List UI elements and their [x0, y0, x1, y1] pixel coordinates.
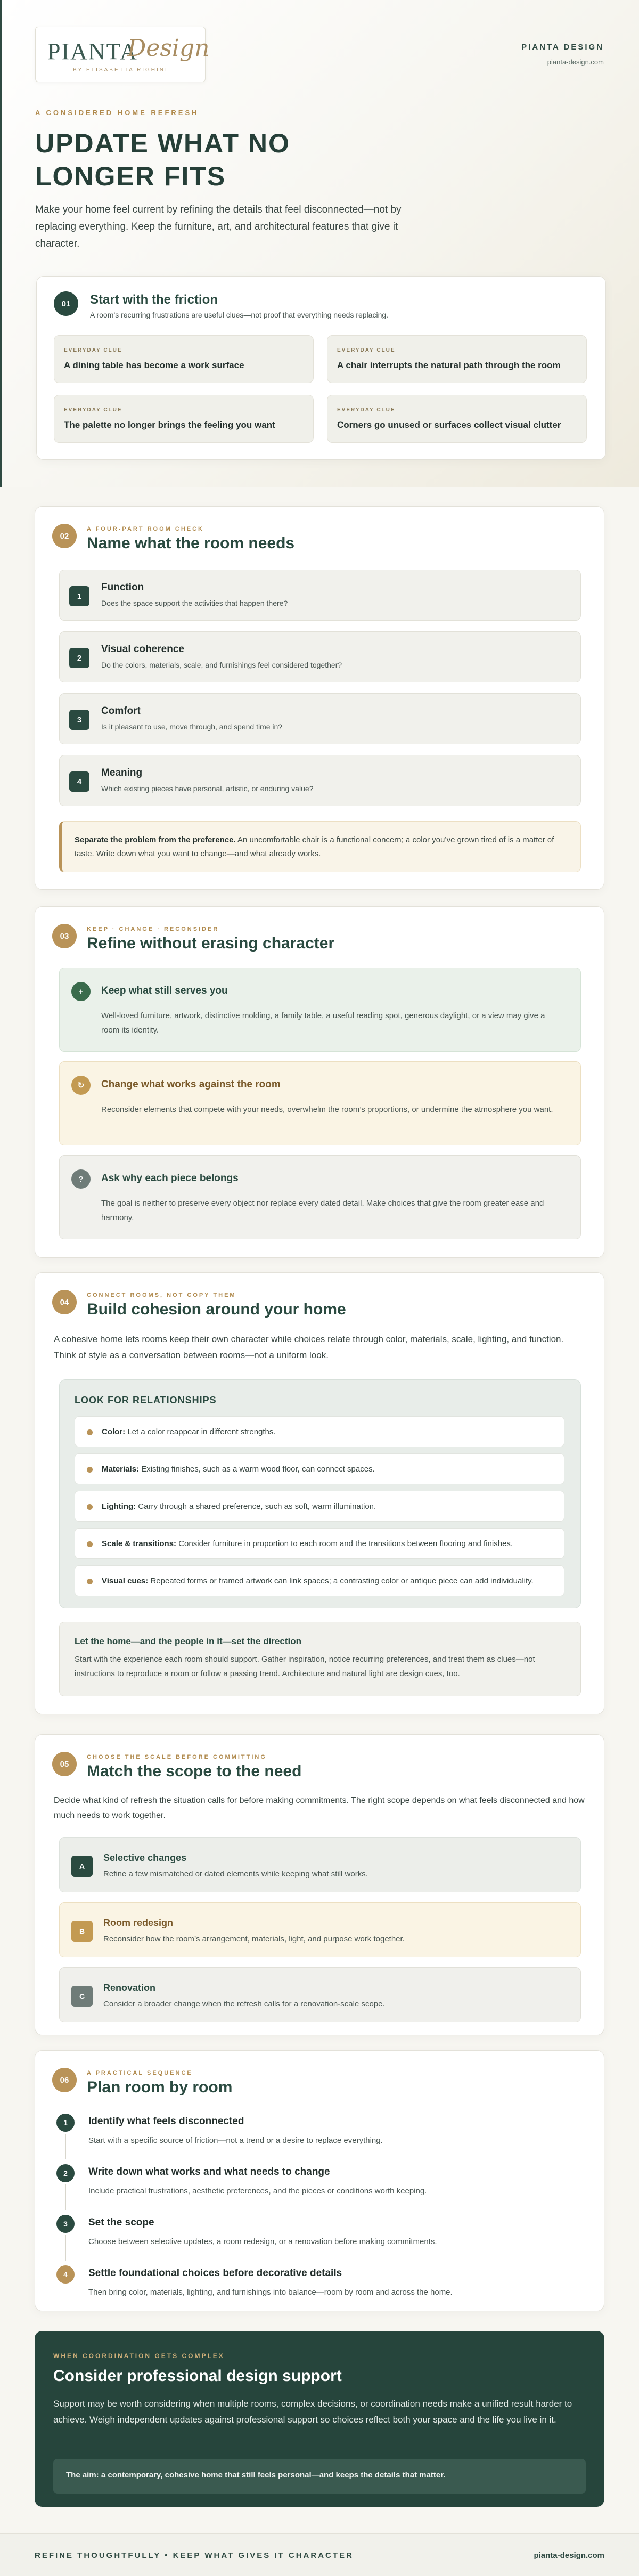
- change-desc: Reconsider elements that compete with your needs, overwhelm the room’s proportions, or undermine the atmosphere you want.: [101, 1105, 553, 1114]
- plan-title: Plan room by room: [87, 2078, 233, 2096]
- relationship-text: Let a color reappear in different strengths.: [125, 1427, 276, 1436]
- direction-box: [59, 1622, 581, 1696]
- refresh-icon: ↻: [71, 1076, 91, 1095]
- logo-script: Design: [127, 35, 210, 62]
- step-desc: Choose between selective updates, a room redesign, or a renovation before making commitments.: [88, 2237, 437, 2246]
- clue-label: EVERYDAY CLUE: [337, 347, 396, 353]
- footer-url-link[interactable]: pianta-design.com: [534, 2551, 604, 2560]
- direction-desc: Start with the experience each room should support. Gather inspiration, notice recurring preferences, and treat them as clues—not instructions to reproduce a room or follow a passing trend. Architecture and natural light are design cues, too.: [75, 1655, 535, 1678]
- relationships-title: LOOK FOR RELATIONSHIPS: [75, 1395, 217, 1405]
- relationship-item: [75, 1453, 564, 1484]
- cohesion-lead: A cohesive home lets rooms keep their own character while choices relate through color, materials, scale, lighting, and function. Think of style as a conversation between rooms—not a uniform look.: [54, 1334, 564, 1360]
- relationship-item: [75, 1416, 564, 1447]
- reconsider-box: [59, 1155, 581, 1239]
- hero-section: [0, 0, 639, 487]
- need-title: Function: [101, 582, 144, 593]
- step-desc: Include practical frustrations, aesthetic preferences, and the pieces or conditions worth keeping.: [88, 2187, 427, 2196]
- clue-text: Corners go unused or surfaces collect visual clutter: [337, 420, 561, 430]
- hero-eyebrow: A CONSIDERED HOME REFRESH: [35, 109, 199, 117]
- option-letter: C: [71, 1986, 93, 2007]
- change-title: Change what works against the room: [101, 1079, 281, 1090]
- pro-title: Consider professional design support: [53, 2367, 342, 2385]
- relationships-panel: [59, 1379, 581, 1608]
- logo[interactable]: [35, 27, 210, 82]
- relationship-label: Materials:: [102, 1465, 140, 1474]
- clue-text: A chair interrupts the natural path through the room: [337, 360, 561, 370]
- section-number-badge: 06: [52, 2068, 77, 2092]
- keep-desc: Well-loved furniture, artwork, distinctive molding, a family table, a useful reading spot, generous daylight, or a view may give a room its identity.: [101, 1011, 545, 1035]
- step-desc: Then bring color, materials, lighting, and furnishings into balance—room by room and across the home.: [88, 2288, 453, 2297]
- page-title: UPDATE WHAT NO LONGER FITS: [35, 128, 290, 191]
- brand-url-link[interactable]: pianta-design.com: [547, 58, 604, 66]
- needs-eyebrow: A FOUR-PART ROOM CHECK: [87, 526, 204, 532]
- brand-block: [521, 43, 604, 66]
- step-desc: Start with a specific source of friction—not a trend or a desire to replace everything.: [88, 2136, 383, 2145]
- need-title: Meaning: [101, 767, 143, 778]
- keep-box: [59, 968, 581, 1052]
- scope-option-renovation[interactable]: [59, 1967, 581, 2022]
- step-number: 2: [56, 2164, 75, 2182]
- clue-card: [54, 395, 314, 443]
- scope-option-redesign[interactable]: [59, 1902, 581, 1957]
- change-box: [59, 1061, 581, 1145]
- relationship-label: Lighting:: [102, 1502, 136, 1511]
- aim-callout: The aim: a contemporary, cohesive home that still feels personal—and keeps the details that matter.: [53, 2459, 586, 2494]
- section-number-badge: 04: [52, 1290, 77, 1314]
- step-title: Identify what feels disconnected: [88, 2116, 244, 2127]
- need-number: 4: [69, 771, 89, 792]
- step-number: 3: [56, 2215, 75, 2233]
- step-number: 1: [56, 2114, 75, 2132]
- need-item-comfort: [59, 693, 581, 744]
- plan-card: [35, 2050, 604, 2311]
- refine-card: [35, 906, 604, 1258]
- needs-title: Name what the room needs: [87, 534, 295, 552]
- logo-subtitle: BY ELISABETTA RIGHINI: [73, 67, 168, 73]
- clue-card: [327, 395, 587, 443]
- bullet-dot-icon: [87, 1541, 93, 1547]
- relationship-text: Existing finishes, such as a warm wood floor, can connect spaces.: [139, 1465, 375, 1474]
- scope-card: [35, 1734, 604, 2035]
- friction-title: Start with the friction: [90, 292, 218, 307]
- direction-title: Let the home—and the people in it—set the direction: [75, 1636, 301, 1646]
- need-title: Visual coherence: [101, 644, 184, 655]
- relationship-item: [75, 1565, 564, 1596]
- hero-lead: Make your home feel current by refining the details that feel disconnected—not by replacing everything. Keep the furniture, art, and architectural features that give it character.: [35, 204, 402, 249]
- scope-title: Match the scope to the need: [87, 1762, 302, 1780]
- question-icon: ?: [71, 1169, 91, 1189]
- cohesion-title: Build cohesion around your home: [87, 1301, 346, 1318]
- need-desc: Is it pleasant to use, move through, and spend time in?: [101, 722, 283, 731]
- bullet-dot-icon: [87, 1429, 93, 1435]
- step-connector: [65, 2134, 66, 2159]
- relationship-item: [75, 1528, 564, 1559]
- scope-eyebrow: CHOOSE THE SCALE BEFORE COMMITTING: [87, 1754, 267, 1760]
- needs-card: [35, 506, 604, 890]
- friction-card: [36, 276, 606, 460]
- brand-name: PIANTA DESIGN: [521, 43, 604, 52]
- logo-word: PIANTA: [47, 38, 138, 64]
- bullet-dot-icon: [87, 1579, 93, 1584]
- friction-subtitle: A room’s recurring frustrations are useful clues—not proof that everything needs replacing.: [90, 311, 389, 319]
- section-number-badge: 03: [52, 924, 77, 948]
- clue-label: EVERYDAY CLUE: [64, 407, 122, 413]
- need-item-visual-coherence: [59, 631, 581, 682]
- option-desc: Refine a few mismatched or dated elements while keeping what still works.: [103, 1870, 368, 1879]
- refine-eyebrow: KEEP · CHANGE · RECONSIDER: [87, 926, 219, 932]
- plan-eyebrow: A PRACTICAL SEQUENCE: [87, 2070, 193, 2076]
- need-desc: Do the colors, materials, scale, and furnishings feel considered together?: [101, 661, 342, 669]
- clue-text: The palette no longer brings the feeling you want: [64, 420, 275, 430]
- option-title: Selective changes: [103, 1852, 187, 1863]
- need-number: 2: [69, 648, 89, 668]
- clue-card: [327, 335, 587, 383]
- note-bold: Separate the problem from the preference.: [75, 835, 236, 844]
- relationship-text: Consider furniture in proportion to each room and the transitions between flooring and finishes.: [176, 1539, 513, 1548]
- refine-title: Refine without erasing character: [87, 934, 335, 952]
- need-desc: Does the space support the activities that happen there?: [101, 599, 288, 607]
- pro-desc: Support may be worth considering when multiple rooms, complex decisions, or coordination needs make a unified result harder to achieve. Weigh independent updates against professional support so choices reflect both your space and the life you live in it.: [53, 2399, 572, 2425]
- clue-card: [54, 335, 314, 383]
- relationship-label: Scale & transitions:: [102, 1539, 177, 1548]
- clue-text: A dining table has become a work surface: [64, 360, 244, 370]
- footer: [0, 2533, 639, 2576]
- need-number: 3: [69, 710, 89, 730]
- option-title: Renovation: [103, 1982, 156, 1993]
- bullet-dot-icon: [87, 1467, 93, 1473]
- relationship-label: Visual cues:: [102, 1577, 149, 1586]
- reconsider-desc: The goal is neither to preserve every object nor replace every dated detail. Make choices that give the room greater ease and harmony.: [101, 1199, 544, 1222]
- scope-option-selective[interactable]: [59, 1837, 581, 1892]
- section-number-badge: 01: [54, 291, 78, 316]
- keep-title: Keep what still serves you: [101, 985, 228, 996]
- need-title: Comfort: [101, 705, 141, 717]
- preference-note: [59, 821, 581, 872]
- option-letter: A: [71, 1856, 93, 1877]
- option-desc: Reconsider how the room’s arrangement, materials, light, and purpose work together.: [103, 1935, 405, 1944]
- relationship-label: Color:: [102, 1427, 126, 1436]
- relationship-item: [75, 1491, 564, 1522]
- need-item-meaning: [59, 755, 581, 806]
- step-number: 4: [56, 2265, 75, 2284]
- professional-support-panel: [35, 2331, 604, 2507]
- need-desc: Which existing pieces have personal, artistic, or enduring value?: [101, 784, 314, 793]
- reconsider-title: Ask why each piece belongs: [101, 1173, 239, 1184]
- clue-label: EVERYDAY CLUE: [337, 407, 396, 413]
- step-connector: [65, 2235, 66, 2261]
- section-number-badge: 05: [52, 1752, 77, 1776]
- cohesion-eyebrow: CONNECT ROOMS, NOT COPY THEM: [87, 1292, 236, 1298]
- footer-tagline: REFINE THOUGHTFULLY • KEEP WHAT GIVES IT CHARACTER: [35, 2551, 354, 2560]
- clue-label: EVERYDAY CLUE: [64, 347, 122, 353]
- option-desc: Consider a broader change when the refresh calls for a renovation-scale scope.: [103, 2000, 385, 2009]
- option-letter: B: [71, 1921, 93, 1942]
- relationship-text: Repeated forms or framed artwork can link spaces; a contrasting color or antique piece can add individuality.: [148, 1577, 534, 1586]
- step-connector: [65, 2184, 66, 2210]
- plus-icon: +: [71, 982, 91, 1001]
- note-text: An uncomfortable chair is a functional concern; a color you’ve grown tired of is a matter of taste. Write down what you want to change—and what already works.: [75, 835, 554, 858]
- step-title: Set the scope: [88, 2217, 154, 2228]
- need-number: 1: [69, 586, 89, 606]
- option-title: Room redesign: [103, 1917, 174, 1928]
- step-title: Write down what works and what needs to change: [88, 2166, 330, 2177]
- step-title: Settle foundational choices before decorative details: [88, 2268, 342, 2279]
- pro-eyebrow: WHEN COORDINATION GETS COMPLEX: [53, 2352, 225, 2360]
- scope-lead: Decide what kind of refresh the situation calls for before making commitments. The right scope depends on what feels disconnected and how much needs to work together.: [54, 1796, 585, 1820]
- section-number-badge: 02: [52, 524, 77, 548]
- relationship-text: Carry through a shared preference, such as soft, warm illumination.: [136, 1502, 376, 1511]
- cohesion-card: [35, 1272, 604, 1714]
- need-item-function: [59, 570, 581, 621]
- bullet-dot-icon: [87, 1504, 93, 1510]
